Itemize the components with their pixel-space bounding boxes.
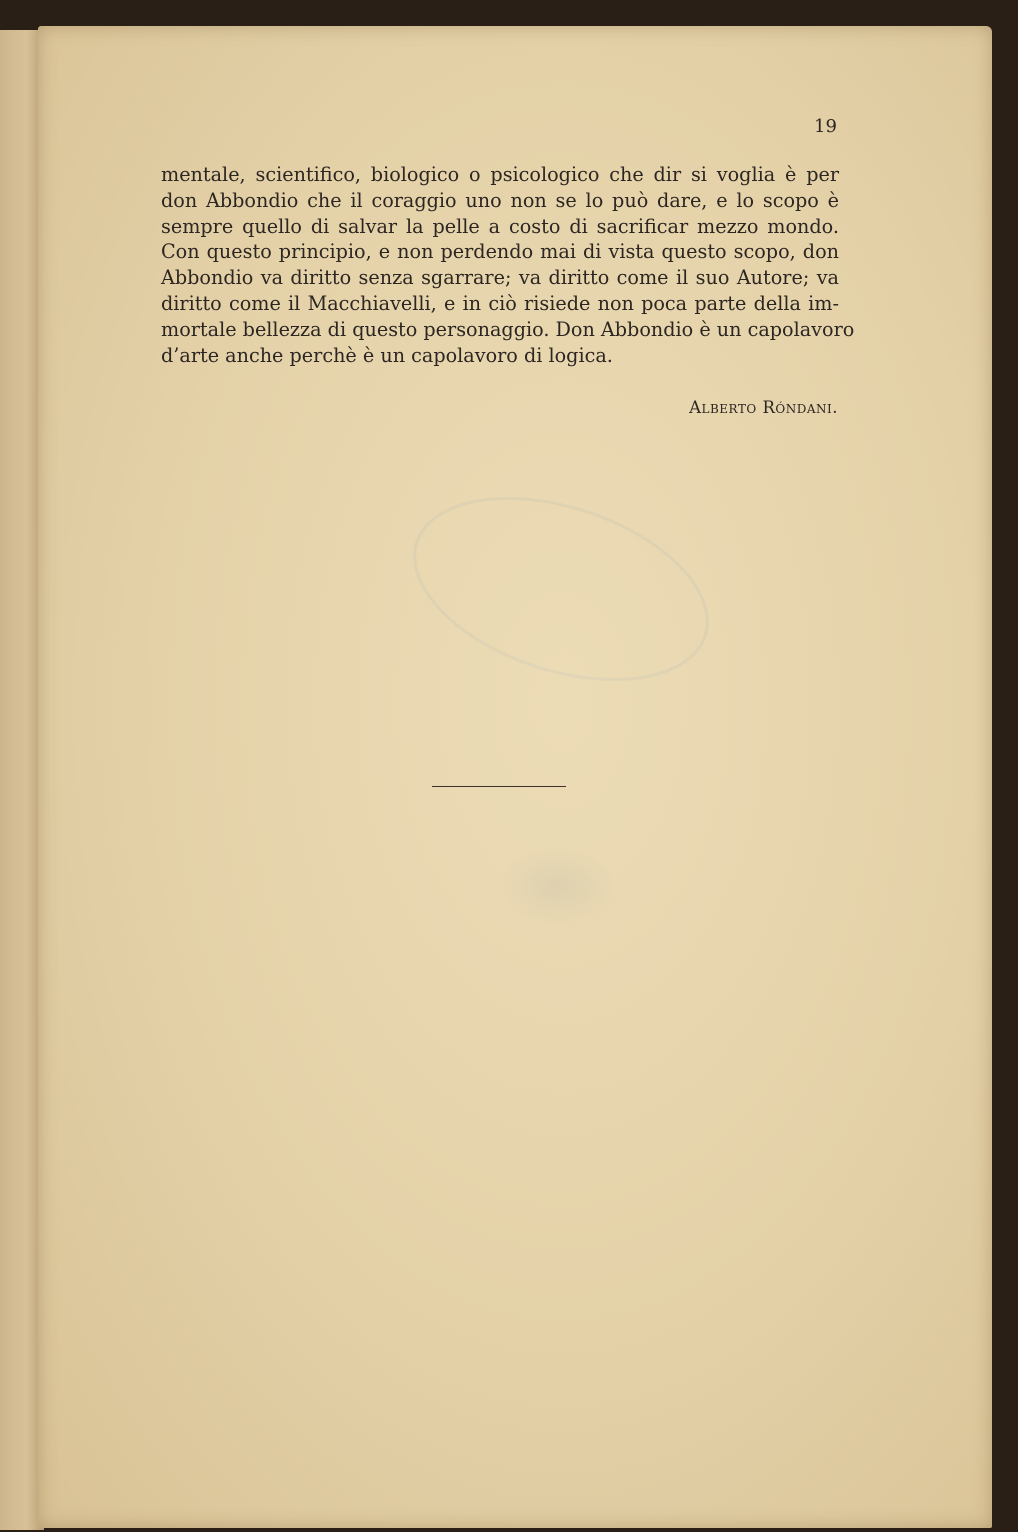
- text-line: mentale, scientifico, biologico o psicologico che dir si voglia è per: [161, 163, 839, 186]
- faded-stamp-mark: [390, 463, 732, 715]
- text-line: mortale bellezza di questo personaggio. Don Abbondio è un capolavoro: [161, 317, 855, 341]
- section-divider-rule: [432, 786, 566, 787]
- text-line: Abbondio va diritto senza sgarrare; va diritto come il suo Autore; va: [161, 266, 839, 290]
- ink-bleed-through: [498, 846, 618, 926]
- body-paragraph: [161, 162, 855, 368]
- text-line: don Abbondio che il coraggio uno non se lo può dare, e lo scopo è: [161, 188, 839, 212]
- text-line: diritto come il Macchiavelli, e in ciò risiede non poca parte della im-: [161, 291, 839, 315]
- page-number: 19: [814, 116, 837, 137]
- author-signature: Alberto Róndani.: [689, 398, 838, 417]
- text-line: Con questo principio, e non perdendo mai di vista questo scopo, don: [161, 240, 839, 264]
- book-page: [38, 26, 992, 1528]
- text-line: d’arte anche perchè è un capolavoro di logica.: [161, 343, 613, 367]
- text-line: sempre quello di salvar la pelle a costo di sacrificar mezzo mondo.: [161, 214, 839, 238]
